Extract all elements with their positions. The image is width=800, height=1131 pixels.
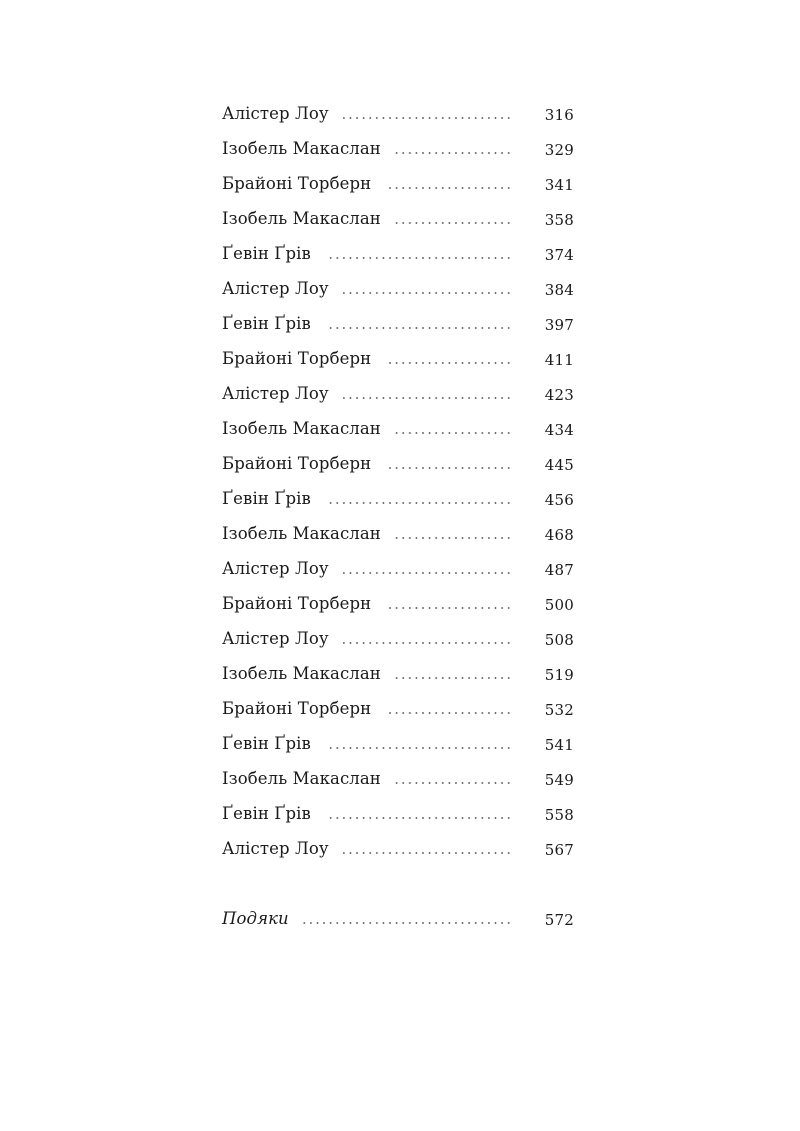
toc-entry-title: Ізобель Макаслан xyxy=(222,139,381,159)
toc-entry-title: Ізобель Макаслан xyxy=(222,209,381,229)
toc-entry-page: 558 xyxy=(544,805,574,824)
dot-leader xyxy=(343,852,512,854)
toc-entry-page: 468 xyxy=(544,525,574,544)
dot-leader xyxy=(395,432,512,434)
toc-entry[interactable] xyxy=(222,412,574,447)
toc-entry-page: 341 xyxy=(544,175,574,194)
toc-entry-page: 329 xyxy=(544,140,574,159)
toc-entry[interactable] xyxy=(222,97,574,132)
toc-entry[interactable] xyxy=(222,307,574,342)
toc-entry-page: 572 xyxy=(544,910,574,929)
toc-entry-title: Алістер Лоу xyxy=(222,839,329,859)
toc-entry-title: Брайоні Торберн xyxy=(222,454,372,474)
dot-leader xyxy=(343,292,512,294)
toc-entry[interactable] xyxy=(222,167,574,202)
dot-leader xyxy=(343,117,512,119)
toc-entry-title: Ґевін Ґрів xyxy=(222,314,311,334)
toc-entry[interactable] xyxy=(222,342,574,377)
toc-entry-title: Ґевін Ґрів xyxy=(222,734,311,754)
toc-entry-page: 397 xyxy=(544,315,574,334)
toc-entry[interactable] xyxy=(222,622,574,657)
toc-entry-title: Алістер Лоу xyxy=(222,104,329,124)
toc-entry-page: 434 xyxy=(544,420,574,439)
toc-entry-title: Ґевін Ґрів xyxy=(222,244,311,264)
toc-entry-page: 445 xyxy=(544,455,574,474)
dot-leader xyxy=(395,537,512,539)
dot-leader xyxy=(303,922,512,924)
toc-entry-page: 532 xyxy=(544,700,574,719)
toc-entry-page: 411 xyxy=(544,350,574,369)
dot-leader xyxy=(325,327,512,329)
toc-entry-page: 316 xyxy=(544,105,574,124)
toc-entry[interactable] xyxy=(222,272,574,307)
toc-entry-page: 423 xyxy=(544,385,574,404)
toc-entry-title: Подяки xyxy=(222,909,289,929)
toc-entry-title: Ізобель Макаслан xyxy=(222,524,381,544)
dot-leader xyxy=(325,817,512,819)
dot-leader xyxy=(395,152,512,154)
section-spacer xyxy=(222,867,574,902)
toc-entry[interactable] xyxy=(222,797,574,832)
toc-entry[interactable] xyxy=(222,552,574,587)
toc-entry-title: Алістер Лоу xyxy=(222,384,329,404)
dot-leader xyxy=(385,362,512,364)
toc-entry[interactable] xyxy=(222,132,574,167)
toc-entry-title: Алістер Лоу xyxy=(222,279,329,299)
dot-leader xyxy=(325,502,512,504)
dot-leader xyxy=(325,747,512,749)
toc-entry[interactable] xyxy=(222,377,574,412)
toc-entry-page: 487 xyxy=(544,560,574,579)
toc-entry-page: 358 xyxy=(544,210,574,229)
toc-entry[interactable] xyxy=(222,482,574,517)
dot-leader xyxy=(395,677,512,679)
toc-entry-page: 500 xyxy=(544,595,574,614)
toc-entry-page: 384 xyxy=(544,280,574,299)
dot-leader xyxy=(385,607,512,609)
toc-entry-page: 519 xyxy=(544,665,574,684)
dot-leader xyxy=(385,712,512,714)
dot-leader xyxy=(385,187,512,189)
toc-entry-title: Ізобель Макаслан xyxy=(222,419,381,439)
toc-entry-title: Ґевін Ґрів xyxy=(222,489,311,509)
toc-entry-acknowledgements[interactable] xyxy=(222,902,574,937)
toc-entry[interactable] xyxy=(222,692,574,727)
toc-entry-page: 508 xyxy=(544,630,574,649)
toc-entry-title: Алістер Лоу xyxy=(222,559,329,579)
toc-entry-page: 549 xyxy=(544,770,574,789)
toc-entry-title: Брайоні Торберн xyxy=(222,174,372,194)
toc-entry-title: Брайоні Торберн xyxy=(222,699,372,719)
toc-entry[interactable] xyxy=(222,832,574,867)
toc-entry-page: 374 xyxy=(544,245,574,264)
dot-leader xyxy=(343,642,512,644)
dot-leader xyxy=(385,467,512,469)
dot-leader xyxy=(395,222,512,224)
toc-entry-title: Брайоні Торберн xyxy=(222,594,372,614)
toc-entry[interactable] xyxy=(222,237,574,272)
toc-entry-title: Ізобель Макаслан xyxy=(222,664,381,684)
toc-entry-page: 541 xyxy=(544,735,574,754)
toc-entry[interactable] xyxy=(222,447,574,482)
toc-entry-title: Алістер Лоу xyxy=(222,629,329,649)
toc-entry[interactable] xyxy=(222,657,574,692)
toc-entry-title: Ізобель Макаслан xyxy=(222,769,381,789)
toc-entry-page: 567 xyxy=(544,840,574,859)
toc-entry[interactable] xyxy=(222,762,574,797)
toc-entry-title: Брайоні Торберн xyxy=(222,349,372,369)
dot-leader xyxy=(343,572,512,574)
toc-entry-title: Ґевін Ґрів xyxy=(222,804,311,824)
toc-entry[interactable] xyxy=(222,727,574,762)
table-of-contents xyxy=(222,97,574,937)
toc-entry[interactable] xyxy=(222,587,574,622)
dot-leader xyxy=(395,782,512,784)
dot-leader xyxy=(325,257,512,259)
toc-entry[interactable] xyxy=(222,517,574,552)
dot-leader xyxy=(343,397,512,399)
toc-entry-page: 456 xyxy=(544,490,574,509)
toc-entry[interactable] xyxy=(222,202,574,237)
